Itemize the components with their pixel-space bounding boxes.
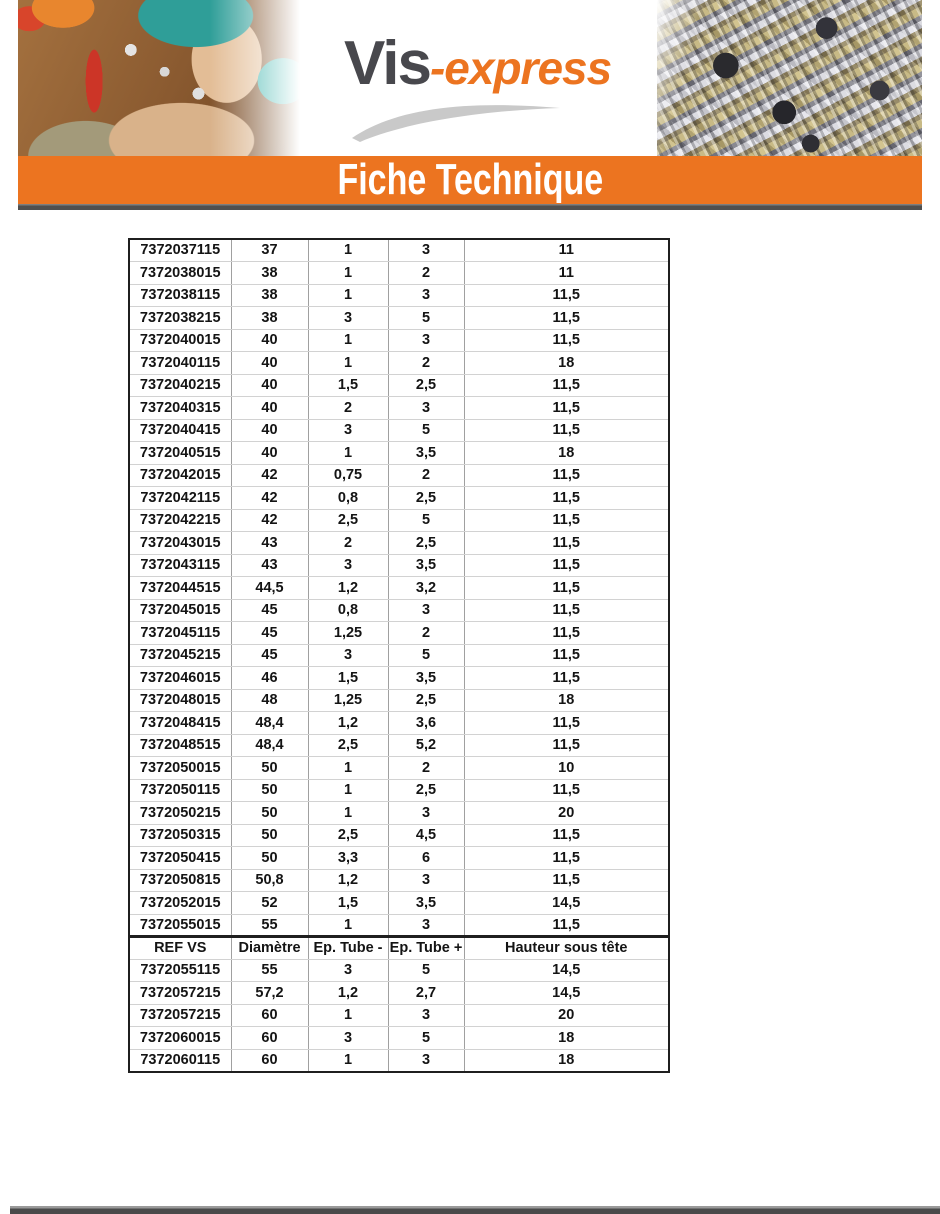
- table-row: [129, 1049, 669, 1072]
- table-cell: 1: [308, 1004, 388, 1027]
- table-cell: 45: [231, 599, 308, 622]
- table-cell: 46: [231, 667, 308, 690]
- table-row: [129, 689, 669, 712]
- table-cell: 5: [388, 419, 464, 442]
- table-cell: 7372045215: [129, 644, 231, 667]
- table-row: [129, 847, 669, 870]
- table-cell: 43: [231, 554, 308, 577]
- table-cell: 43: [231, 532, 308, 555]
- table-row: [129, 284, 669, 307]
- table-cell: 1: [308, 442, 388, 465]
- brand-logo: [344, 28, 611, 99]
- table-cell: 7372050315: [129, 824, 231, 847]
- table-row: [129, 779, 669, 802]
- table-cell: 3: [308, 554, 388, 577]
- table-cell: 11: [464, 262, 669, 285]
- table-cell: 7372055015: [129, 914, 231, 937]
- table-cell: 1: [308, 1049, 388, 1072]
- table-cell: 2,5: [308, 734, 388, 757]
- table-cell: 60: [231, 1004, 308, 1027]
- table-cell: 11: [464, 239, 669, 262]
- table-cell: 50: [231, 779, 308, 802]
- brand-suffix-text: -express: [429, 42, 612, 94]
- table-cell: 11,5: [464, 397, 669, 420]
- table-cell: 2,5: [388, 779, 464, 802]
- table-cell: 3: [388, 914, 464, 937]
- table-cell: 11,5: [464, 667, 669, 690]
- table-cell: 7372044515: [129, 577, 231, 600]
- table-cell: 7372048015: [129, 689, 231, 712]
- table-cell: 5: [388, 959, 464, 982]
- table-row: [129, 307, 669, 330]
- table-row: [129, 487, 669, 510]
- table-cell: 1,2: [308, 982, 388, 1005]
- table-cell: 11,5: [464, 464, 669, 487]
- table-header-cell: REF VS: [129, 937, 231, 960]
- table-cell: 2: [308, 532, 388, 555]
- table-cell: 3: [308, 419, 388, 442]
- table-cell: 3: [388, 329, 464, 352]
- table-cell: 1,25: [308, 689, 388, 712]
- table-row: [129, 1027, 669, 1050]
- table-row: [129, 644, 669, 667]
- table-cell: 3: [308, 959, 388, 982]
- table-cell: 40: [231, 419, 308, 442]
- table-cell: 44,5: [231, 577, 308, 600]
- table-cell: 7372055115: [129, 959, 231, 982]
- table-cell: 18: [464, 689, 669, 712]
- table-cell: 3: [388, 1049, 464, 1072]
- table-cell: 3,6: [388, 712, 464, 735]
- table-cell: 11,5: [464, 419, 669, 442]
- table-cell: 4,5: [388, 824, 464, 847]
- table-cell: 3: [388, 397, 464, 420]
- table-cell: 1: [308, 779, 388, 802]
- table-cell: 3: [308, 1027, 388, 1050]
- table-cell: 14,5: [464, 959, 669, 982]
- table-cell: 11,5: [464, 622, 669, 645]
- table-cell: 2,5: [308, 824, 388, 847]
- table-cell: 60: [231, 1049, 308, 1072]
- table-cell: 1,2: [308, 712, 388, 735]
- table-header-section: [129, 937, 669, 960]
- table-cell: 18: [464, 442, 669, 465]
- banner: [18, 156, 922, 204]
- table-cell: 7372050215: [129, 802, 231, 825]
- table-cell: 2: [388, 464, 464, 487]
- table-rows-top: [129, 239, 669, 937]
- header-band: [18, 0, 922, 156]
- table-cell: 42: [231, 487, 308, 510]
- table-cell: 5: [388, 307, 464, 330]
- table-cell: 11,5: [464, 577, 669, 600]
- table-header-cell: Hauteur sous tête: [464, 937, 669, 960]
- banner-divider-bar: [18, 204, 922, 210]
- table-cell: 7372048415: [129, 712, 231, 735]
- table-cell: 1: [308, 262, 388, 285]
- table-row: [129, 892, 669, 915]
- table-cell: 7372038215: [129, 307, 231, 330]
- table-cell: 2: [388, 262, 464, 285]
- table-cell: 7372040415: [129, 419, 231, 442]
- table-cell: 3: [388, 239, 464, 262]
- table-cell: 3,5: [388, 892, 464, 915]
- table-row: [129, 869, 669, 892]
- table-cell: 11,5: [464, 869, 669, 892]
- table-row: [129, 712, 669, 735]
- table-row: [129, 352, 669, 375]
- table-cell: 7372050115: [129, 779, 231, 802]
- table-cell: 1: [308, 352, 388, 375]
- table-cell: 0,8: [308, 599, 388, 622]
- banner-title: Fiche Technique: [337, 155, 603, 204]
- table-cell: 2: [308, 397, 388, 420]
- brand-text: Vis: [344, 29, 430, 98]
- table-cell: 11,5: [464, 374, 669, 397]
- table-cell: 20: [464, 1004, 669, 1027]
- table-cell: 52: [231, 892, 308, 915]
- table-row: [129, 419, 669, 442]
- table-cell: 38: [231, 284, 308, 307]
- table-cell: 11,5: [464, 779, 669, 802]
- table-header-cell: Ep. Tube +: [388, 937, 464, 960]
- table-cell: 3: [388, 802, 464, 825]
- table-cell: 11,5: [464, 329, 669, 352]
- table-cell: 7372050015: [129, 757, 231, 780]
- table-cell: 5,2: [388, 734, 464, 757]
- screws-photo: [657, 0, 922, 156]
- table-row: [129, 532, 669, 555]
- table-row: [129, 599, 669, 622]
- table-cell: 1: [308, 914, 388, 937]
- table-cell: 14,5: [464, 982, 669, 1005]
- table-cell: 37: [231, 239, 308, 262]
- table-header-cell: Ep. Tube -: [308, 937, 388, 960]
- table-row: [129, 757, 669, 780]
- table-row: [129, 577, 669, 600]
- table-cell: 3: [308, 644, 388, 667]
- table-cell: 2: [388, 352, 464, 375]
- table-cell: 7372050415: [129, 847, 231, 870]
- table-cell: 42: [231, 464, 308, 487]
- table-cell: 14,5: [464, 892, 669, 915]
- table-cell: 3,2: [388, 577, 464, 600]
- table-cell: 11,5: [464, 599, 669, 622]
- table-cell: 7372057215: [129, 982, 231, 1005]
- table-cell: 1,2: [308, 577, 388, 600]
- table-cell: 5: [388, 1027, 464, 1050]
- table-cell: 2,5: [388, 487, 464, 510]
- table-rows-bottom: [129, 959, 669, 1072]
- table-cell: 2,5: [388, 689, 464, 712]
- table-cell: 0,8: [308, 487, 388, 510]
- table-cell: 40: [231, 374, 308, 397]
- table-cell: 5: [388, 644, 464, 667]
- table-row: [129, 262, 669, 285]
- table-cell: 40: [231, 442, 308, 465]
- table-row: [129, 959, 669, 982]
- table-row: [129, 329, 669, 352]
- table-cell: 11,5: [464, 532, 669, 555]
- table-cell: 7372040115: [129, 352, 231, 375]
- table-row: [129, 374, 669, 397]
- table-cell: 11,5: [464, 307, 669, 330]
- table-cell: 7372050815: [129, 869, 231, 892]
- table-cell: 11,5: [464, 824, 669, 847]
- swoosh-icon: [346, 98, 566, 142]
- table-row: [129, 397, 669, 420]
- table-cell: 18: [464, 1049, 669, 1072]
- table-header-row: [129, 937, 669, 960]
- table-cell: 3: [308, 307, 388, 330]
- table-cell: 1: [308, 802, 388, 825]
- table-row: [129, 442, 669, 465]
- table-cell: 10: [464, 757, 669, 780]
- table-cell: 45: [231, 622, 308, 645]
- table-cell: 3: [388, 1004, 464, 1027]
- table-cell: 48: [231, 689, 308, 712]
- table-cell: 38: [231, 262, 308, 285]
- table-row: [129, 824, 669, 847]
- table-cell: 3,5: [388, 554, 464, 577]
- table-cell: 2,5: [388, 374, 464, 397]
- table-cell: 7372060115: [129, 1049, 231, 1072]
- table-cell: 1,5: [308, 892, 388, 915]
- table-cell: 0,75: [308, 464, 388, 487]
- table-cell: 40: [231, 329, 308, 352]
- table-cell: 1,5: [308, 374, 388, 397]
- table-cell: 7372038115: [129, 284, 231, 307]
- table-cell: 55: [231, 959, 308, 982]
- table-cell: 7372037115: [129, 239, 231, 262]
- table-cell: 18: [464, 352, 669, 375]
- table-cell: 7372043115: [129, 554, 231, 577]
- table-cell: 5: [388, 509, 464, 532]
- table-cell: 42: [231, 509, 308, 532]
- table-cell: 11,5: [464, 509, 669, 532]
- table-row: [129, 667, 669, 690]
- table-cell: 38: [231, 307, 308, 330]
- table-cell: 18: [464, 1027, 669, 1050]
- table-cell: 50: [231, 802, 308, 825]
- table-cell: 6: [388, 847, 464, 870]
- table-cell: 48,4: [231, 734, 308, 757]
- logo-zone: [300, 0, 657, 156]
- table-cell: 11,5: [464, 284, 669, 307]
- table-cell: 2,5: [308, 509, 388, 532]
- table-cell: 45: [231, 644, 308, 667]
- table-cell: 57,2: [231, 982, 308, 1005]
- table-row: [129, 914, 669, 937]
- table-cell: 7372043015: [129, 532, 231, 555]
- table-cell: 1,5: [308, 667, 388, 690]
- table-row: [129, 734, 669, 757]
- table-cell: 7372038015: [129, 262, 231, 285]
- table-cell: 11,5: [464, 644, 669, 667]
- table-row: [129, 802, 669, 825]
- table-cell: 55: [231, 914, 308, 937]
- table-cell: 11,5: [464, 847, 669, 870]
- table-cell: 7372060015: [129, 1027, 231, 1050]
- table-cell: 7372057215: [129, 1004, 231, 1027]
- table-cell: 50: [231, 847, 308, 870]
- table-cell: 11,5: [464, 554, 669, 577]
- workbench-photo: [18, 0, 300, 156]
- spec-table: [128, 238, 670, 1073]
- table-row: [129, 622, 669, 645]
- table-cell: 3,3: [308, 847, 388, 870]
- table-cell: 7372052015: [129, 892, 231, 915]
- table-cell: 40: [231, 352, 308, 375]
- table-cell: 7372045015: [129, 599, 231, 622]
- table-cell: 1,2: [308, 869, 388, 892]
- table-cell: 7372040015: [129, 329, 231, 352]
- table-header-cell: Diamètre: [231, 937, 308, 960]
- table-cell: 7372040215: [129, 374, 231, 397]
- table-cell: 48,4: [231, 712, 308, 735]
- table-cell: 50,8: [231, 869, 308, 892]
- footer-bar: [10, 1206, 940, 1214]
- table-cell: 3,5: [388, 442, 464, 465]
- table-cell: 1: [308, 239, 388, 262]
- table-cell: 3: [388, 599, 464, 622]
- table-cell: 3,5: [388, 667, 464, 690]
- table-cell: 50: [231, 757, 308, 780]
- table-cell: 2,5: [388, 532, 464, 555]
- table-cell: 2: [388, 757, 464, 780]
- table-cell: 50: [231, 824, 308, 847]
- table-cell: 11,5: [464, 734, 669, 757]
- table-cell: 2,7: [388, 982, 464, 1005]
- table-cell: 7372045115: [129, 622, 231, 645]
- table-cell: 60: [231, 1027, 308, 1050]
- table-row: [129, 554, 669, 577]
- table-cell: 1: [308, 284, 388, 307]
- table-cell: 1,25: [308, 622, 388, 645]
- table-cell: 7372040315: [129, 397, 231, 420]
- table-cell: 2: [388, 622, 464, 645]
- table-cell: 3: [388, 869, 464, 892]
- table-row: [129, 464, 669, 487]
- table-cell: 1: [308, 329, 388, 352]
- table-row: [129, 509, 669, 532]
- table-cell: 11,5: [464, 487, 669, 510]
- table-cell: 7372042015: [129, 464, 231, 487]
- table-cell: 7372040515: [129, 442, 231, 465]
- table-cell: 11,5: [464, 914, 669, 937]
- table-cell: 7372048515: [129, 734, 231, 757]
- table-cell: 1: [308, 757, 388, 780]
- table-cell: 20: [464, 802, 669, 825]
- table-row: [129, 1004, 669, 1027]
- table-cell: 7372046015: [129, 667, 231, 690]
- table-cell: 40: [231, 397, 308, 420]
- table-cell: 7372042215: [129, 509, 231, 532]
- table-row: [129, 239, 669, 262]
- table-cell: 7372042115: [129, 487, 231, 510]
- table-cell: 11,5: [464, 712, 669, 735]
- table-cell: 3: [388, 284, 464, 307]
- table-row: [129, 982, 669, 1005]
